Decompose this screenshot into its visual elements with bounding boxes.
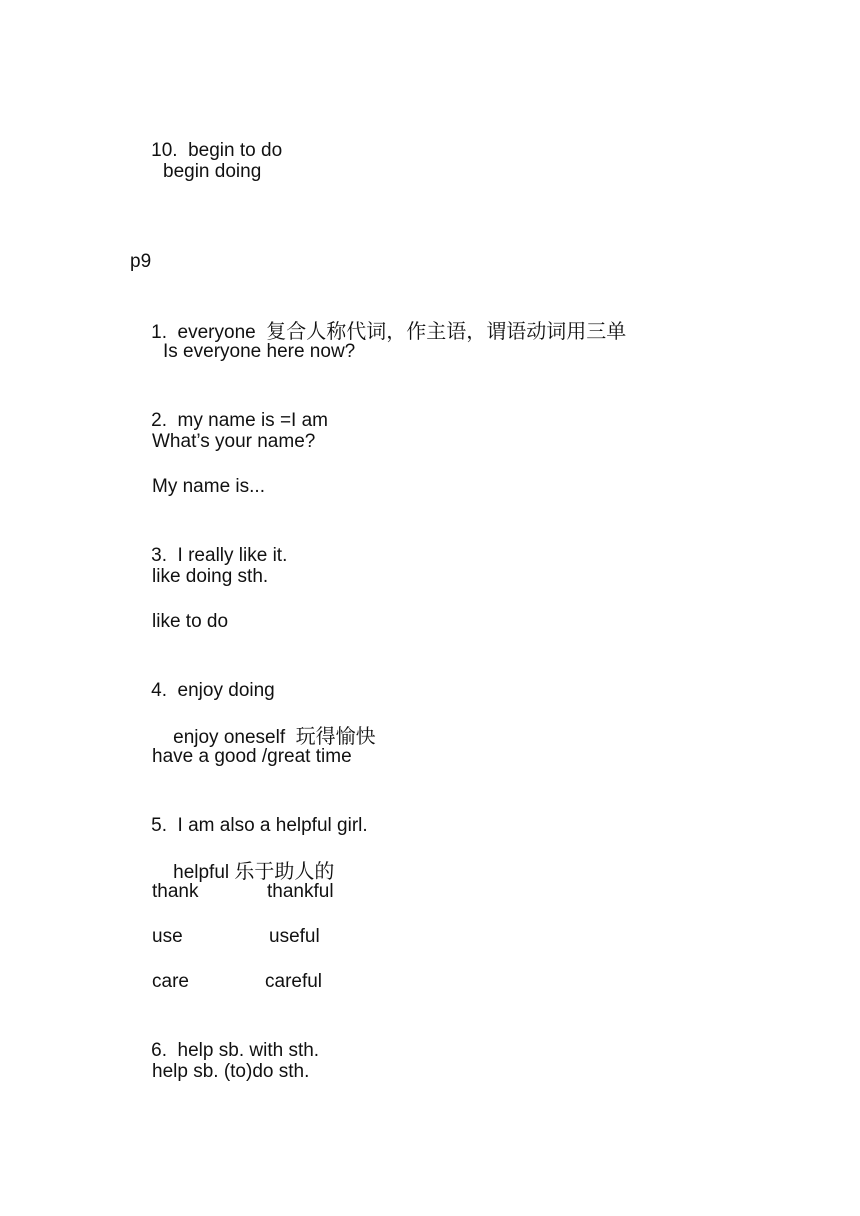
item-10-subline: begin doing: [163, 161, 262, 182]
item-4-line-2: have a good /great time: [152, 746, 352, 767]
item-1-example: Is everyone here now?: [163, 341, 356, 362]
item-2-line-1: What’s your name?: [152, 431, 316, 452]
item-number: 4.: [151, 680, 167, 701]
item-text: everyone: [177, 322, 256, 343]
item-text: enjoy doing: [177, 680, 275, 701]
chinese-note: 乐于助人的: [234, 859, 335, 883]
item-number: 5.: [151, 815, 167, 836]
item-number: 6.: [151, 1040, 167, 1061]
page-label: p9: [130, 251, 152, 272]
item-6-line-1: help sb. (to)do sth.: [152, 1061, 310, 1082]
pair-base-care: care: [152, 971, 189, 992]
pair-base-thank: thank: [152, 881, 199, 902]
item-3-line-1: like doing sth.: [152, 566, 269, 587]
item-text: I am also a helpful girl.: [177, 815, 368, 836]
item-3-line-2: like to do: [152, 611, 229, 632]
item-number: 1.: [151, 322, 167, 343]
item-text: begin to do: [188, 140, 283, 161]
item-number: 3.: [151, 545, 167, 566]
item-number: 10.: [151, 140, 178, 161]
pair-adj-careful: careful: [265, 971, 323, 992]
pair-adj-useful: useful: [269, 926, 320, 947]
item-number: 2.: [151, 410, 167, 431]
item-2-line-2: My name is...: [152, 476, 265, 497]
item-text: my name is =I am: [177, 410, 329, 431]
chinese-note: 复合人称代词，作主语，谓语动词用三单: [266, 319, 627, 343]
pair-adj-thankful: thankful: [267, 881, 334, 902]
phrase: enjoy oneself: [173, 727, 286, 748]
item-text: I really like it.: [177, 545, 288, 566]
chinese-note: 玩得愉快: [295, 724, 376, 748]
item-text: help sb. with sth.: [177, 1040, 320, 1061]
pair-base-use: use: [152, 926, 183, 947]
word: helpful: [173, 862, 230, 883]
